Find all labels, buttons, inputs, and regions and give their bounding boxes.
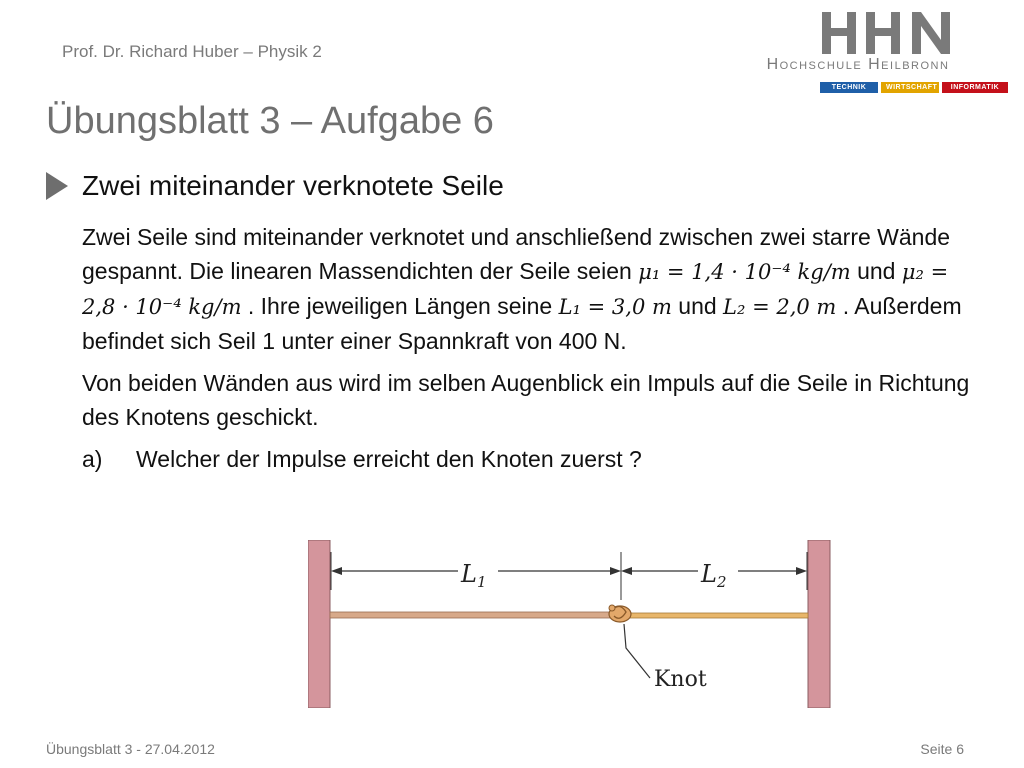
header-author: Prof. Dr. Richard Huber – Physik 2 bbox=[62, 42, 322, 61]
logo-name: Hochschule Heilbronn bbox=[766, 56, 950, 73]
logo-tag-informatik: INFORMATIK bbox=[942, 82, 1008, 93]
bullet-heading: Zwei miteinander verknotete Seile bbox=[82, 170, 504, 201]
hhn-logo-mark-icon bbox=[822, 12, 950, 54]
rope-2 bbox=[624, 613, 808, 618]
logo-tag-wirtschaft: WIRTSCHAFT bbox=[881, 82, 939, 93]
left-wall bbox=[308, 540, 330, 708]
p1-part-a: Zwei Seile sind miteinander verknotet und anschließend zwischen zwei starre Wände gespannt. Die linearen Massendichten der Seile seien bbox=[82, 224, 951, 284]
arrowhead-l1-left bbox=[331, 567, 342, 575]
task-paragraph-1 bbox=[82, 220, 982, 358]
knot-label: Knot bbox=[654, 667, 707, 692]
task-paragraph-2: Von beiden Wänden aus wird im selben Augenblick ein Impuls auf die Seile in Richtung des Knotens geschickt. bbox=[82, 370, 970, 430]
p1-part-b: und bbox=[850, 258, 902, 284]
formula-mu2: μ₂ = 2,8 · 10⁻⁴ kg/m bbox=[82, 260, 949, 319]
label-l2-sub: 2 bbox=[716, 573, 727, 591]
slide-title: Übungsblatt 3 – Aufgabe 6 bbox=[46, 100, 494, 142]
knot-leader-line bbox=[624, 624, 650, 678]
bullet-row bbox=[46, 170, 504, 202]
question-a bbox=[82, 442, 982, 476]
formula-l2: L₂ = 2,0 m bbox=[723, 295, 837, 319]
logo-tag-technik: TECHNIK bbox=[820, 82, 878, 93]
rope-1 bbox=[330, 612, 620, 618]
question-text: Welcher der Impulse erreicht den Knoten zuerst ? bbox=[136, 446, 642, 472]
label-l1-sub: 1 bbox=[476, 573, 487, 591]
formula-mu1: μ₁ = 1,4 · 10⁻⁴ kg/m bbox=[638, 260, 851, 284]
question-label: a) bbox=[82, 446, 103, 472]
p1-part-c: . Ihre jeweiligen Längen seine bbox=[241, 293, 559, 319]
task-body bbox=[82, 220, 982, 476]
arrowhead-l2-left bbox=[621, 567, 632, 575]
label-l2: $L_2$ bbox=[701, 560, 727, 591]
rope-figure bbox=[308, 540, 832, 708]
p1-part-e: . Außerdem befindet sich Seil 1 unter einer Spannkraft von 400 N. bbox=[82, 293, 962, 354]
footer-date: Übungsblatt 3 - 27.04.2012 bbox=[46, 741, 215, 757]
arrowhead-l2-right bbox=[796, 567, 807, 575]
bullet-arrow-icon bbox=[46, 172, 68, 200]
knot-icon bbox=[609, 605, 631, 622]
formula-l1: L₁ = 3,0 m bbox=[558, 295, 672, 319]
right-wall bbox=[808, 540, 830, 708]
p1-part-d: und bbox=[671, 293, 724, 319]
arrowhead-l1-right bbox=[610, 567, 621, 575]
logo-tag-bar bbox=[820, 82, 1008, 93]
footer-page-number: Seite 6 bbox=[920, 741, 964, 757]
label-l1: $L_1$ bbox=[461, 560, 487, 591]
